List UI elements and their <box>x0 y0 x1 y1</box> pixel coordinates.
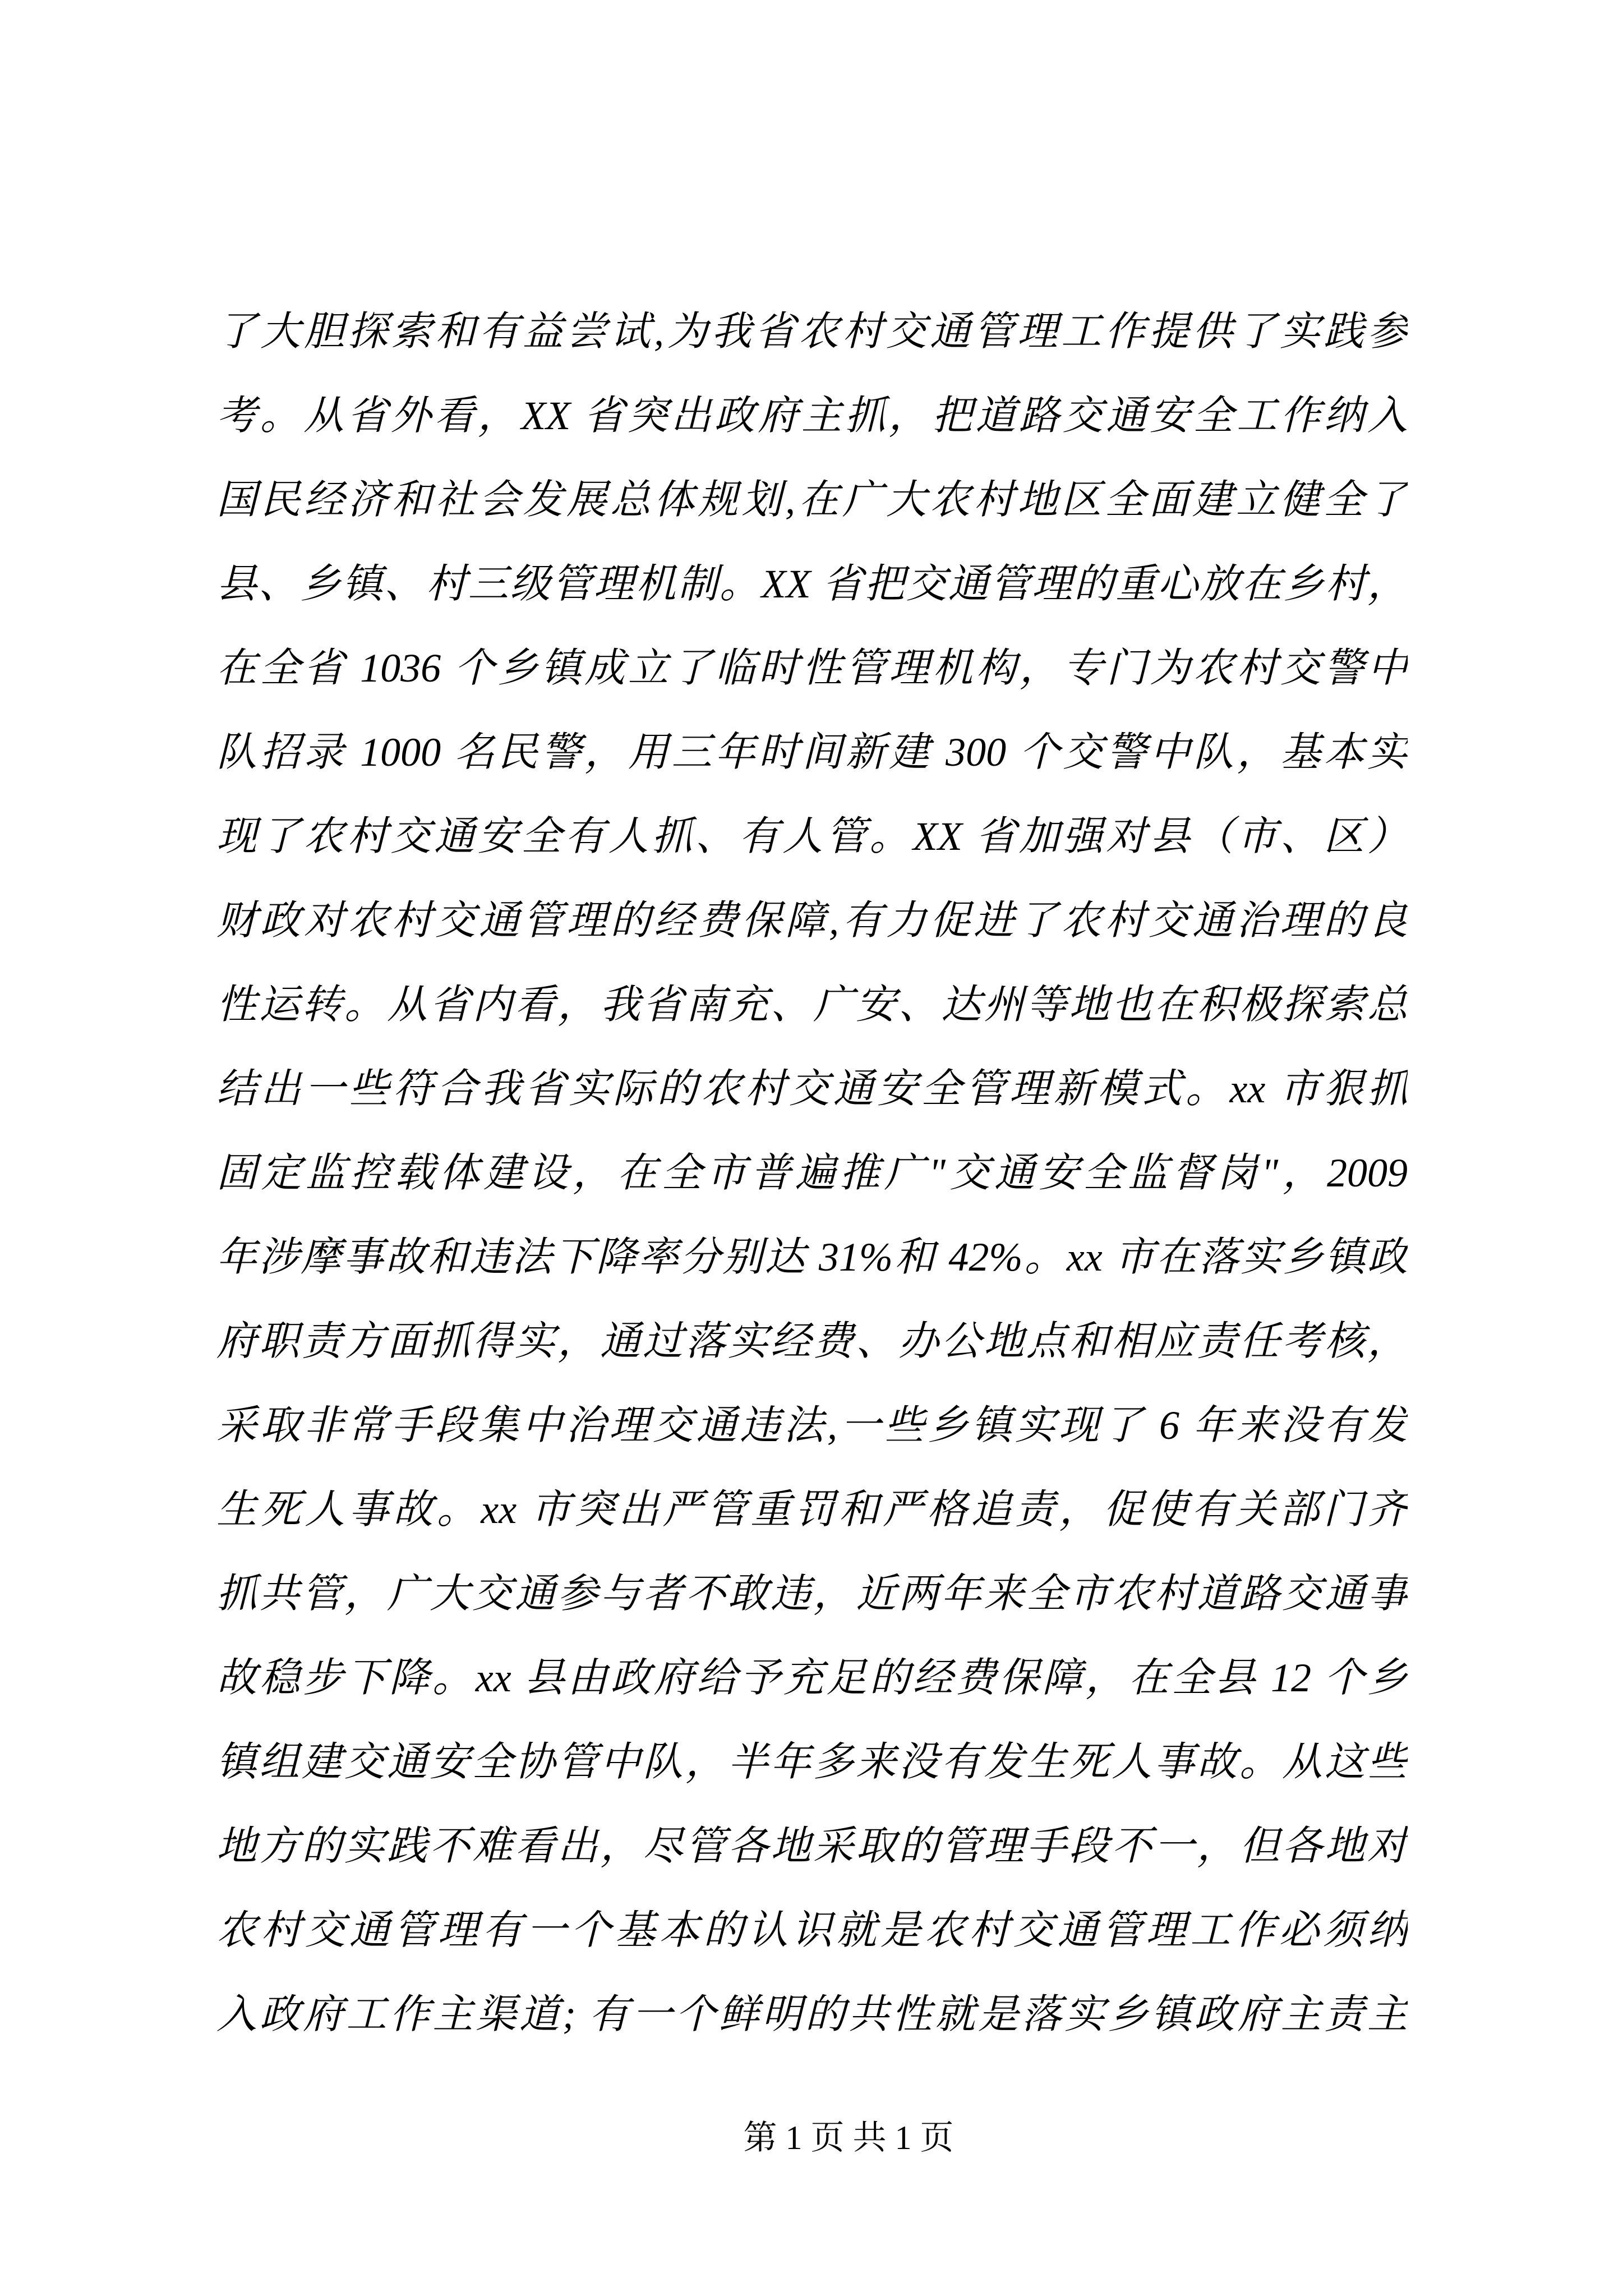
text-line: 年涉摩事故和违法下降率分别达 31%和 42%。xx 市在落实乡镇政 <box>216 1235 1408 1280</box>
text-line: 地方的实践不难看出，尽管各地采取的管理手段不一，但各地对 <box>216 1824 1408 1869</box>
text-line: 采取非常手段集中治理交通违法,一些乡镇实现了 6 年来没有发 <box>216 1403 1408 1448</box>
text-line: 入政府工作主渠道; 有一个鲜明的共性就是落实乡镇政府主责主 <box>216 1992 1408 2037</box>
text-line: 故稳步下降。xx 县由政府给予充足的经费保障，在全县 12 个乡 <box>216 1655 1408 1700</box>
text-line: 固定监控载体建设，在全市普遍推广"交通安全监督岗"，2009 <box>216 1151 1408 1195</box>
text-line: 镇组建交通安全协管中队，半年多来没有发生死人事故。从这些 <box>216 1740 1408 1784</box>
paragraph <box>216 289 1408 2056</box>
text-line: 生死人事故。xx 市突出严管重罚和严格追责，促使有关部门齐 <box>216 1487 1408 1532</box>
text-line: 在全省 1036 个乡镇成立了临时性管理机构，专门为农村交警中 <box>216 646 1408 691</box>
text-line: 现了农村交通安全有人抓、有人管。XX 省加强对县（市、区） <box>216 814 1408 859</box>
text-line: 农村交通管理有一个基本的认识就是农村交通管理工作必须纳 <box>216 1908 1408 1953</box>
page-footer: 第 1 页 共 1 页 <box>743 2119 954 2156</box>
text-line: 国民经济和社会发展总体规划,在广大农村地区全面建立健全了 <box>216 477 1408 522</box>
text-line: 财政对农村交通管理的经费保障,有力促进了农村交通治理的良 <box>216 898 1408 943</box>
text-line: 县、乡镇、村三级管理机制。XX 省把交通管理的重心放在乡村， <box>216 562 1408 606</box>
text-line: 性运转。从省内看，我省南充、广安、达州等地也在积极探索总 <box>216 982 1408 1027</box>
text-line: 考。从省外看，XX 省突出政府主抓，把道路交通安全工作纳入 <box>216 393 1408 438</box>
text-line: 了大胆探索和有益尝试,为我省农村交通管理工作提供了实践参 <box>216 309 1408 354</box>
text-line: 府职责方面抓得实，通过落实经费、办公地点和相应责任考核， <box>216 1319 1408 1364</box>
text-line: 抓共管，广大交通参与者不敢违，近两年来全市农村道路交通事 <box>216 1571 1408 1616</box>
text-line: 结出一些符合我省实际的农村交通安全管理新模式。xx 市狠抓 <box>216 1066 1408 1111</box>
text-line: 队招录 1000 名民警，用三年时间新建 300 个交警中队，基本实 <box>216 730 1408 775</box>
